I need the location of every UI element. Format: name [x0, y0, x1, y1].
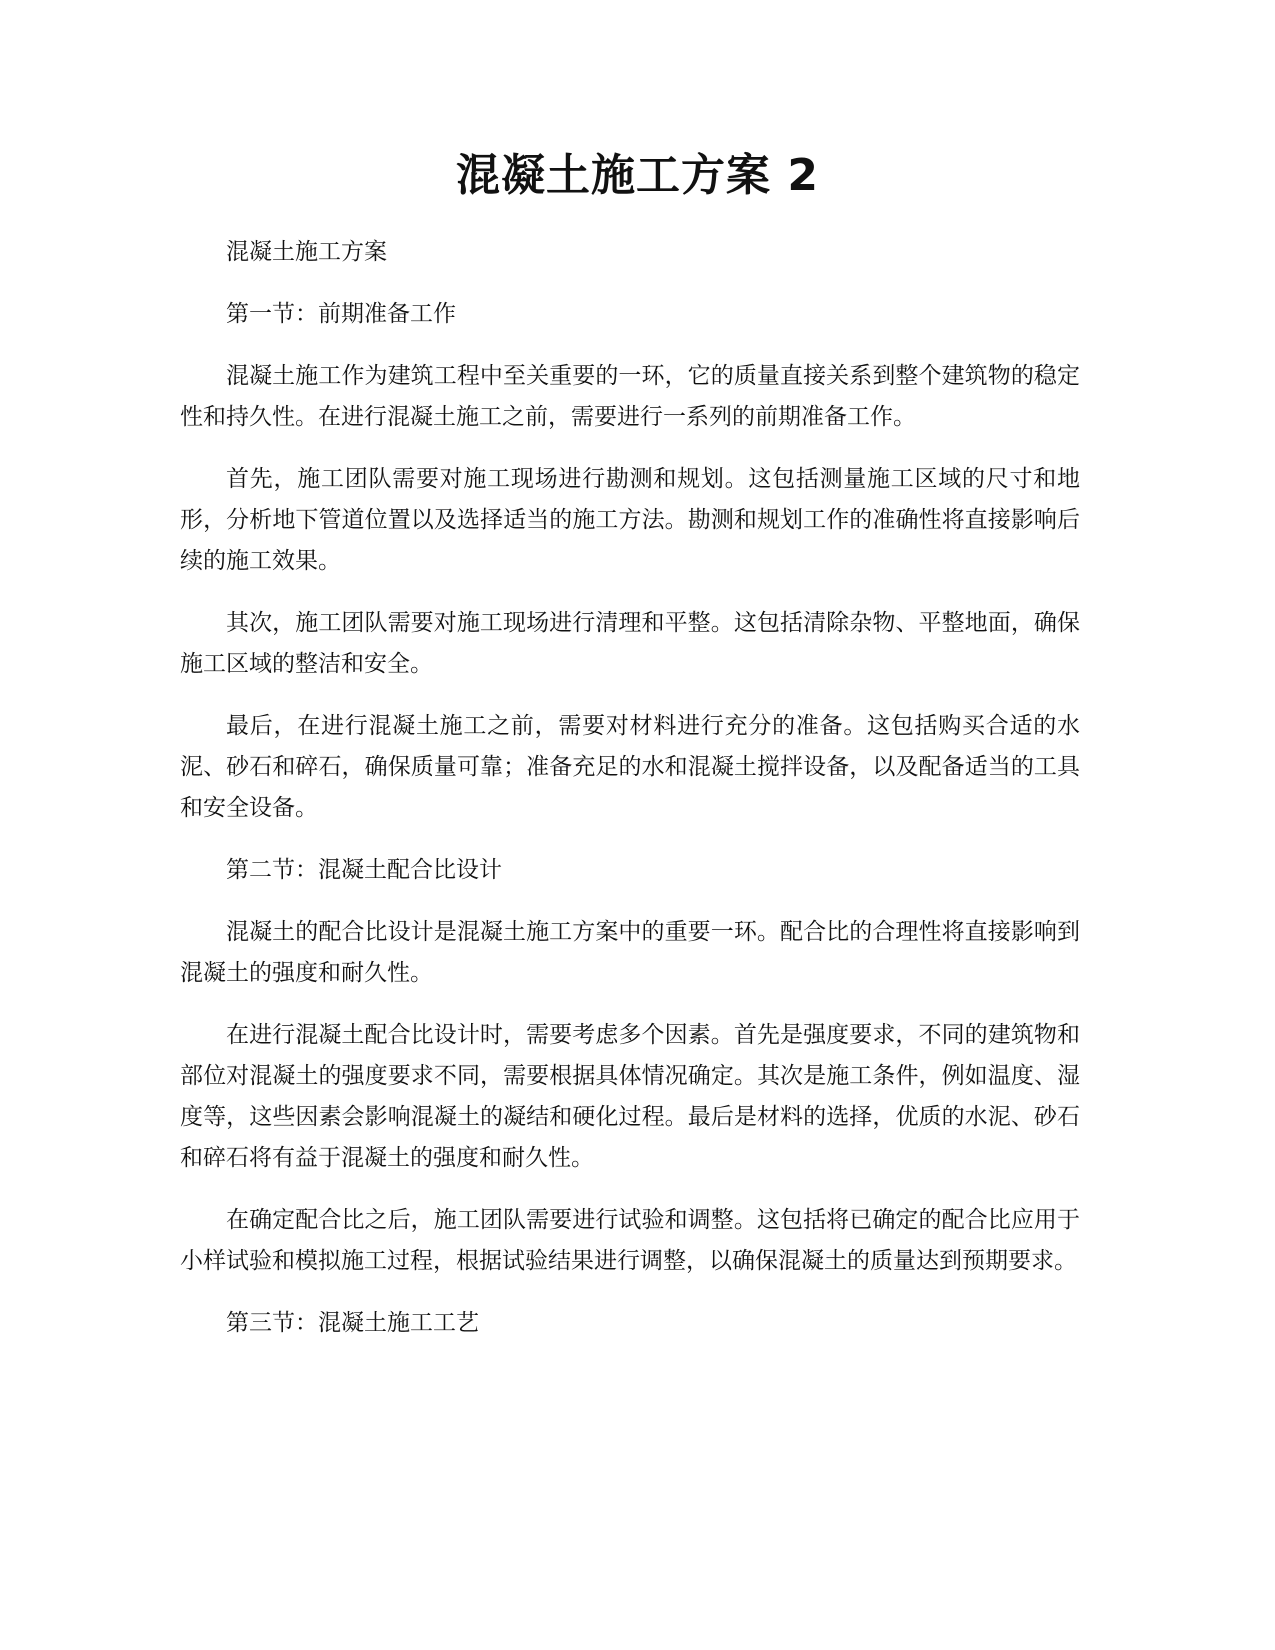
section-heading-1: 第一节：前期准备工作	[226, 301, 456, 327]
section-heading-2: 第二节：混凝土配合比设计	[226, 857, 502, 883]
document-body	[180, 232, 1080, 1365]
section-heading-3: 第三节：混凝土施工工艺	[226, 1310, 479, 1336]
body-paragraph: 最后，在进行混凝土施工之前，需要对材料进行充分的准备。这包括购买合适的水泥、砂石和碎石，确保质量可靠；准备充足的水和混凝土搅拌设备，以及配备适当的工具和安全设备。	[180, 713, 1080, 821]
body-paragraph: 混凝土的配合比设计是混凝土施工方案中的重要一环。配合比的合理性将直接影响到混凝土的强度和耐久性。	[180, 919, 1080, 986]
body-paragraph: 在确定配合比之后，施工团队需要进行试验和调整。这包括将已确定的配合比应用于小样试验和模拟施工过程，根据试验结果进行调整，以确保混凝土的质量达到预期要求。	[180, 1207, 1080, 1274]
subtitle-paragraph: 混凝土施工方案	[226, 239, 387, 265]
body-paragraph: 混凝土施工作为建筑工程中至关重要的一环，它的质量直接关系到整个建筑物的稳定性和持久性。在进行混凝土施工之前，需要进行一系列的前期准备工作。	[180, 363, 1080, 430]
body-paragraph: 首先，施工团队需要对施工现场进行勘测和规划。这包括测量施工区域的尺寸和地形，分析地下管道位置以及选择适当的施工方法。勘测和规划工作的准确性将直接影响后续的施工效果。	[180, 466, 1080, 574]
body-paragraph: 在进行混凝土配合比设计时，需要考虑多个因素。首先是强度要求，不同的建筑物和部位对混凝土的强度要求不同，需要根据具体情况确定。其次是施工条件，例如温度、湿度等，这些因素会影响混凝土的凝结和硬化过程。最后是材料的选择，优质的水泥、砂石和碎石将有益于混凝土的强度和耐久性。	[180, 1022, 1080, 1171]
body-paragraph: 其次，施工团队需要对施工现场进行清理和平整。这包括清除杂物、平整地面，确保施工区域的整洁和安全。	[180, 610, 1080, 677]
document-title: 混凝土施工方案 2	[456, 150, 819, 201]
